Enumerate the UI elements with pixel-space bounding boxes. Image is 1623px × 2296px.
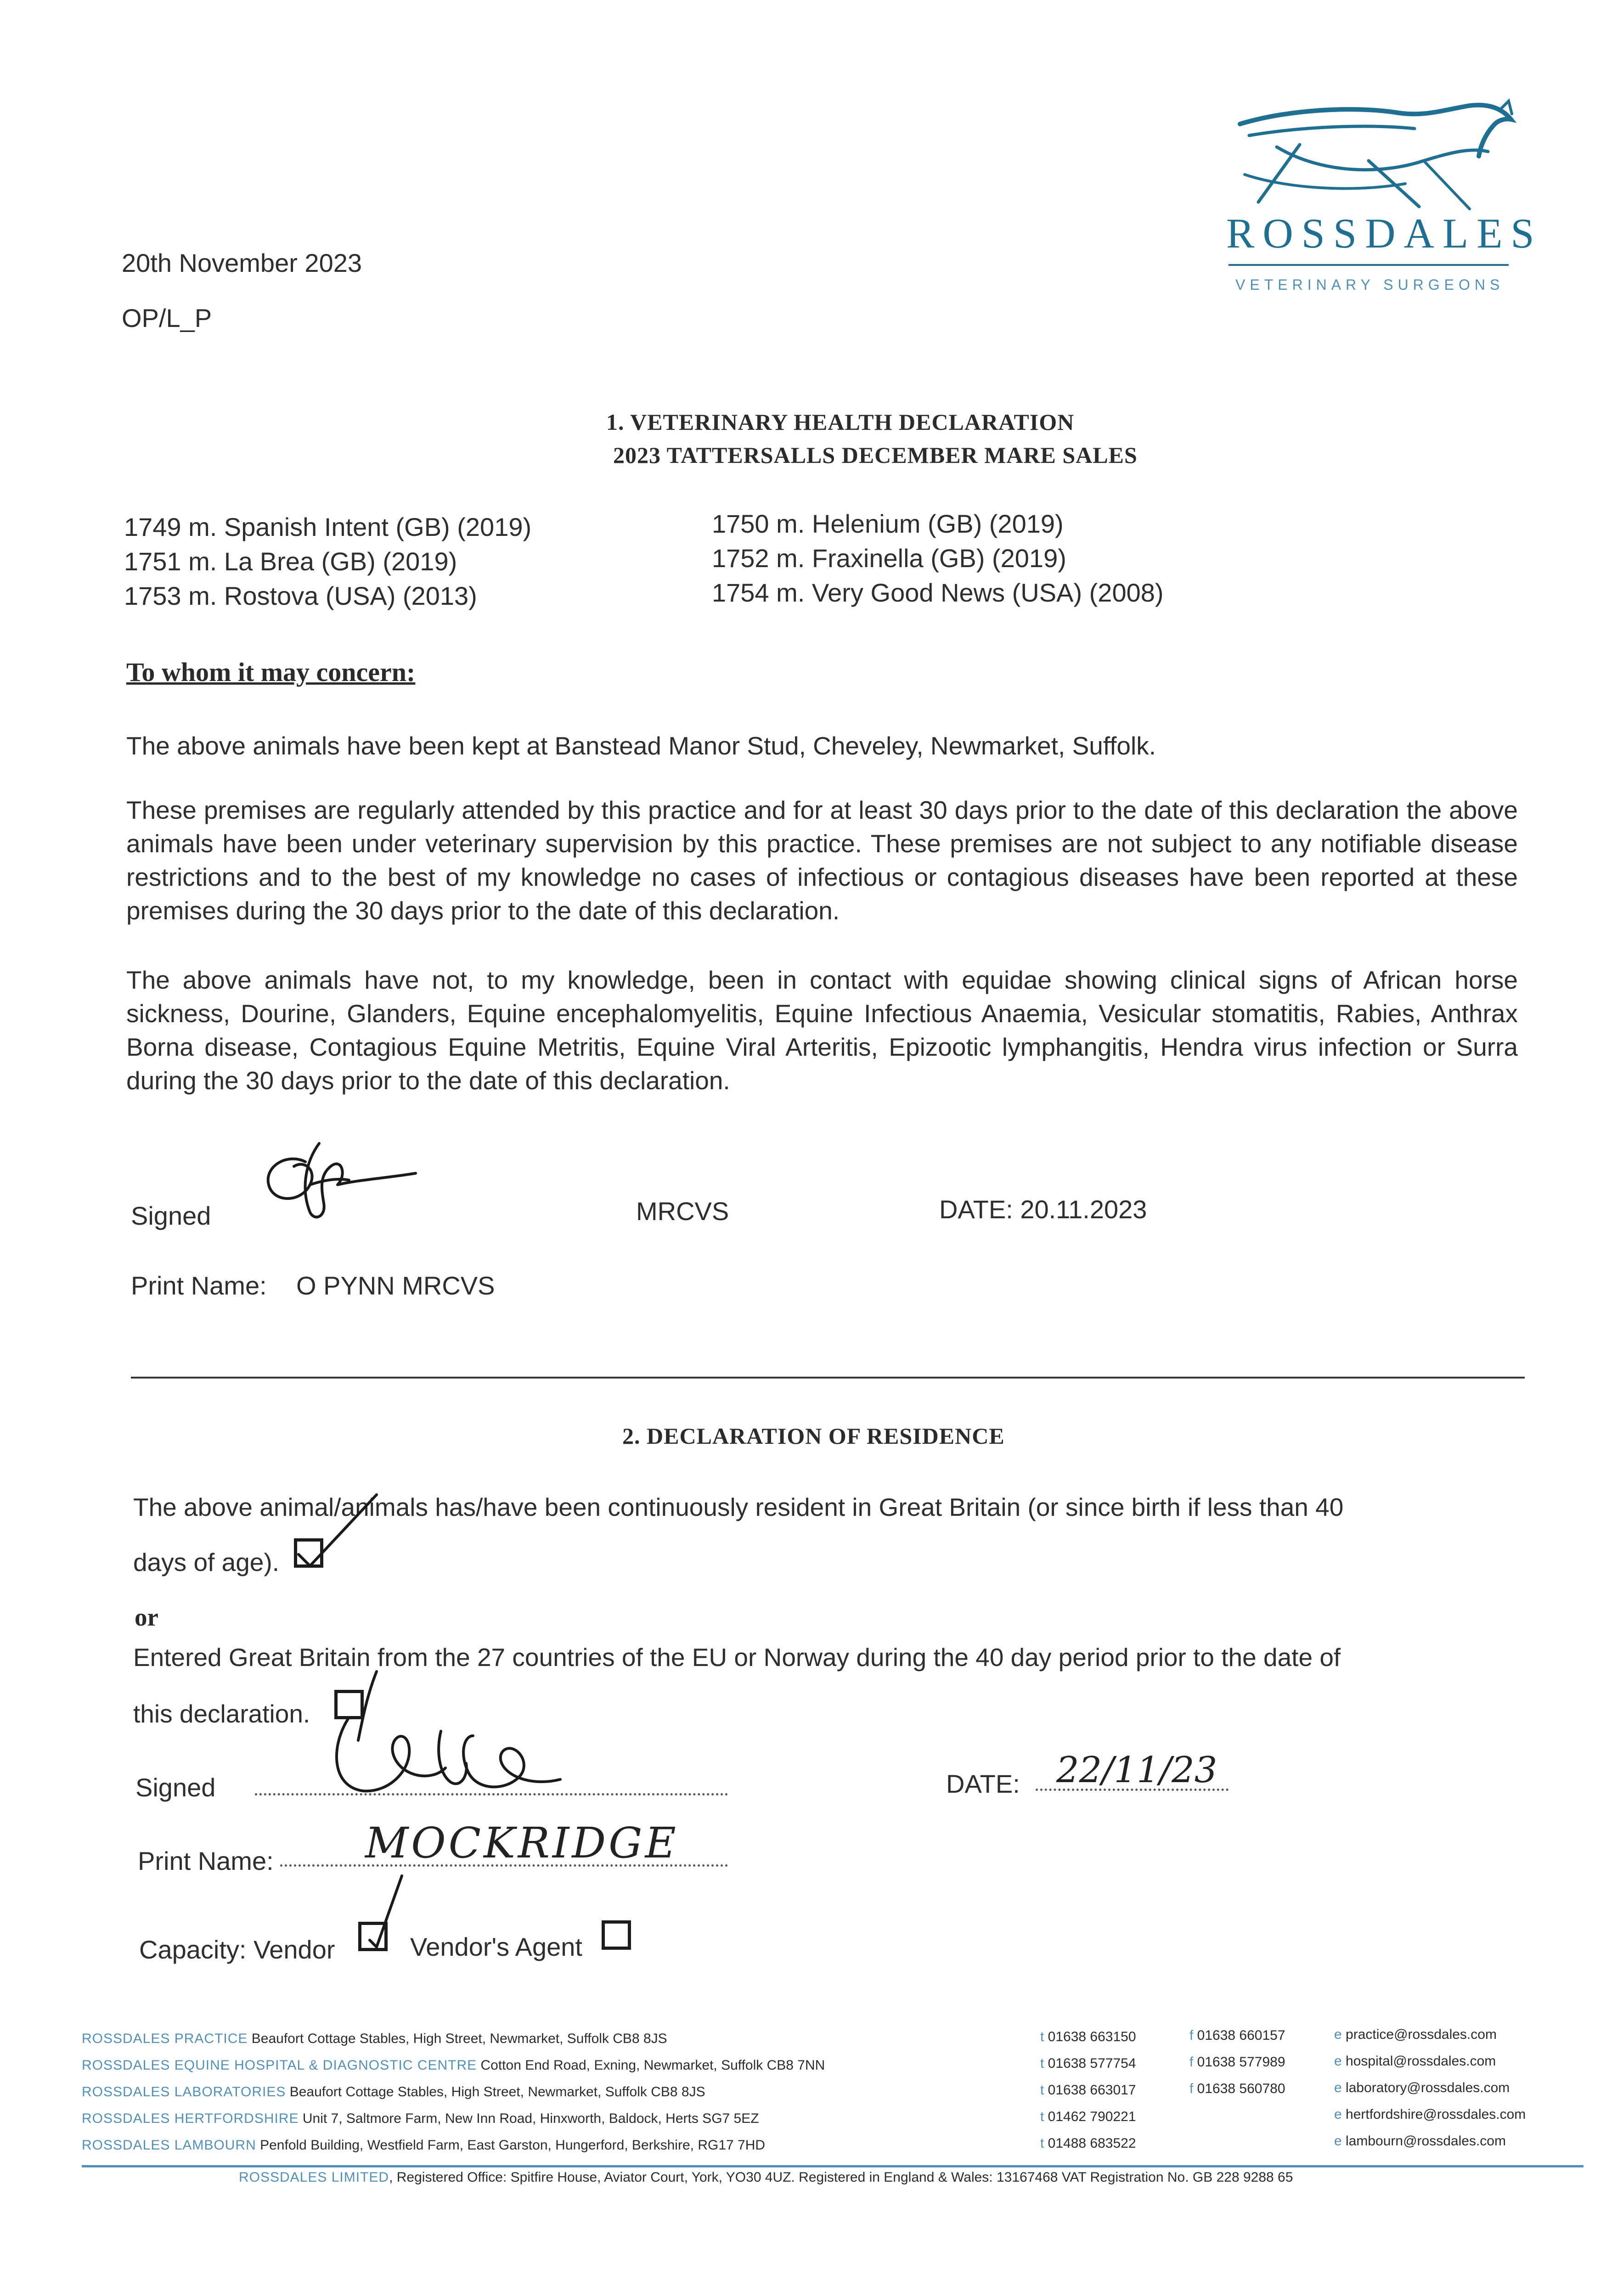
footer-telephone: 01462 790221 bbox=[1048, 2109, 1136, 2124]
footer-row-label: ROSSDALES HERTFORDSHIRE bbox=[82, 2111, 299, 2126]
vendor-print-name-label: Print Name: bbox=[138, 1846, 274, 1875]
residence-option1-text-cont: days of age). bbox=[133, 1548, 279, 1576]
footer-row-address: Cotton End Road, Exning, Newmarket, Suffolk CB8 7NN bbox=[480, 2058, 825, 2073]
vendor-date-value: 22/11/23 bbox=[1056, 1750, 1217, 1791]
paragraph-supervision: These premises are regularly attended by this practice and for at least 30 days prior to the date of this declaration the above animals have been under veterinary supervision by this practice. These premises are not subject to any notifiable disease restrictions and to the best of my knowledge no cases of infectious or contagious diseases have been reported at these premises during the 30 days prior to the date of this declaration. bbox=[126, 796, 1518, 925]
animal-list-item: 1751 m. La Brea (GB) (2019) bbox=[124, 547, 457, 576]
footer-row-address: Beaufort Cottage Stables, High Street, Newmarket, Suffolk CB8 8JS bbox=[289, 2084, 705, 2099]
footer-row-address: Penfold Building, Westfield Farm, East Garston, Hungerford, Berkshire, RG17 7HD bbox=[260, 2138, 766, 2153]
vet-print-name-label: Print Name: bbox=[131, 1271, 267, 1300]
residence-option2-text: Entered Great Britain from the 27 countries of the EU or Norway during the 40 day period prior to the date of bbox=[133, 1643, 1341, 1671]
animal-list-left bbox=[124, 514, 531, 618]
footer-row-label: ROSSDALES LAMBOURN bbox=[82, 2138, 256, 2153]
footer-address-block bbox=[82, 2032, 825, 2165]
footer-email[interactable]: practice@rossdales.com bbox=[1346, 2027, 1497, 2042]
animal-list-item: 1752 m. Fraxinella (GB) (2019) bbox=[712, 544, 1066, 573]
footer-telephone: 01488 683522 bbox=[1048, 2136, 1136, 2151]
reference-code: OP/L_P bbox=[122, 304, 212, 332]
animal-list-item: 1753 m. Rostova (USA) (2013) bbox=[124, 581, 477, 610]
footer-registered-office: , Registered Office: Spitfire House, Aviator Court, York, YO30 4UZ. Registered in England & Wales: 13167468 VAT Registration No. GB 228 9288 65 bbox=[389, 2170, 1293, 2185]
capacity-agent-label: Vendor's Agent bbox=[410, 1932, 582, 1961]
footer-telephone-column: t 01638 663150 t 01638 577754 t 01638 663017 t 01462 790221 t 01488 683522 bbox=[1040, 2029, 1136, 2151]
vendor-signature-icon bbox=[321, 1667, 579, 1805]
footer-divider bbox=[82, 2165, 1584, 2167]
footer-fax: 01638 560780 bbox=[1197, 2081, 1285, 2096]
footer-company-label: ROSSDALES LIMITED bbox=[239, 2170, 389, 2185]
animal-list-item: 1750 m. Helenium (GB) (2019) bbox=[712, 509, 1064, 538]
checkmark-icon bbox=[289, 1486, 390, 1577]
paragraph-premises: The above animals have been kept at Banstead Manor Stud, Cheveley, Newmarket, Suffolk. bbox=[126, 732, 1156, 760]
footer-row-label: ROSSDALES LABORATORIES bbox=[82, 2084, 286, 2099]
footer-email[interactable]: hospital@rossdales.com bbox=[1346, 2054, 1496, 2069]
footer-row bbox=[82, 2032, 825, 2059]
letter-date: 20th November 2023 bbox=[122, 248, 362, 277]
footer-email[interactable]: lambourn@rossdales.com bbox=[1346, 2133, 1506, 2149]
animal-list-item: 1749 m. Spanish Intent (GB) (2019) bbox=[124, 512, 532, 541]
footer-fax: 01638 660157 bbox=[1197, 2028, 1285, 2043]
logo-brand-underline bbox=[1229, 264, 1509, 266]
vendor-date-label: DATE: bbox=[946, 1769, 1020, 1798]
footer-row bbox=[82, 2059, 825, 2085]
rossdales-logo bbox=[1203, 92, 1543, 308]
footer-row-address: Beaufort Cottage Stables, High Street, Newmarket, Suffolk CB8 8JS bbox=[251, 2031, 667, 2046]
footer-row bbox=[82, 2138, 825, 2165]
residence-option1-text: The above animal/animals has/have been continuously resident in Great Britain (or since birth if less than 40 bbox=[133, 1493, 1344, 1521]
footer-fax: 01638 577989 bbox=[1197, 2054, 1285, 2070]
checkmark-icon bbox=[363, 1871, 418, 1954]
animal-list-item: 1754 m. Very Good News (USA) (2008) bbox=[712, 578, 1164, 607]
footer-email-column: e practice@rossdales.com e hospital@rossdales.com e laboratory@rossdales.com e hertfordshire@rossdales.com e lambourn@rossdales.com bbox=[1334, 2027, 1526, 2149]
capacity-vendor-label: Capacity: Vendor bbox=[139, 1935, 335, 1964]
vendor-signed-label: Signed bbox=[135, 1773, 216, 1802]
footer-email[interactable]: laboratory@rossdales.com bbox=[1346, 2080, 1510, 2095]
section1-title: 1. VETERINARY HEALTH DECLARATION bbox=[606, 409, 1075, 435]
footer-row bbox=[82, 2112, 825, 2138]
footer-email[interactable]: hertfordshire@rossdales.com bbox=[1346, 2107, 1526, 2122]
horse-logo-icon bbox=[1231, 92, 1525, 216]
residence-option2-text-cont: this declaration. bbox=[133, 1699, 310, 1728]
vet-print-name-value: O PYNN MRCVS bbox=[296, 1271, 495, 1300]
or-label: or bbox=[135, 1603, 158, 1631]
logo-brand: ROSSDALES bbox=[1226, 210, 1543, 257]
footer-telephone: 01638 663150 bbox=[1048, 2029, 1136, 2044]
vendor-print-name-value: MOCKRIDGE bbox=[365, 1818, 679, 1868]
section2-title: 2. DECLARATION OF RESIDENCE bbox=[622, 1423, 1005, 1449]
section-divider bbox=[131, 1377, 1525, 1379]
vet-signed-label: Signed bbox=[131, 1201, 211, 1230]
vet-signature-icon bbox=[250, 1134, 425, 1226]
animal-list-right bbox=[712, 511, 1164, 614]
footer-row-label: ROSSDALES EQUINE HOSPITAL & DIAGNOSTIC CENTRE bbox=[82, 2058, 477, 2073]
footer-telephone: 01638 663017 bbox=[1048, 2082, 1136, 2098]
section1-subtitle: 2023 TATTERSALLS DECEMBER MARE SALES bbox=[613, 442, 1138, 468]
logo-tagline: VETERINARY SURGEONS bbox=[1235, 276, 1505, 293]
footer-row bbox=[82, 2085, 825, 2112]
vet-declaration-date: DATE: 20.11.2023 bbox=[939, 1195, 1147, 1224]
footer-row-address: Unit 7, Saltmore Farm, New Inn Road, Hinxworth, Baldock, Herts SG7 5EZ bbox=[302, 2111, 759, 2126]
footer-registration bbox=[239, 2171, 1293, 2184]
footer-row-label: ROSSDALES PRACTICE bbox=[82, 2031, 248, 2046]
vet-qualification: MRCVS bbox=[636, 1197, 729, 1226]
footer-telephone: 01638 577754 bbox=[1048, 2056, 1136, 2071]
salutation: To whom it may concern: bbox=[126, 657, 416, 687]
footer-fax-column: f 01638 660157 f 01638 577989 f 01638 560780 bbox=[1189, 2028, 1285, 2096]
paragraph-disease-contact: The above animals have not, to my knowledge, been in contact with equidae showing clinical signs of African horse sickness, Dourine, Glanders, Equine encephalomyelitis, Equine Infectious Anaemia, Vesicular stomatitis, Rabies, Anthrax Borna disease, Contagious Equine Metritis, Equine Viral Arteritis, Epizootic lymphangitis, Hendra virus infection or Surra during the 30 days prior to the date of this declaration. bbox=[126, 966, 1518, 1095]
agent-checkbox[interactable] bbox=[602, 1920, 631, 1950]
